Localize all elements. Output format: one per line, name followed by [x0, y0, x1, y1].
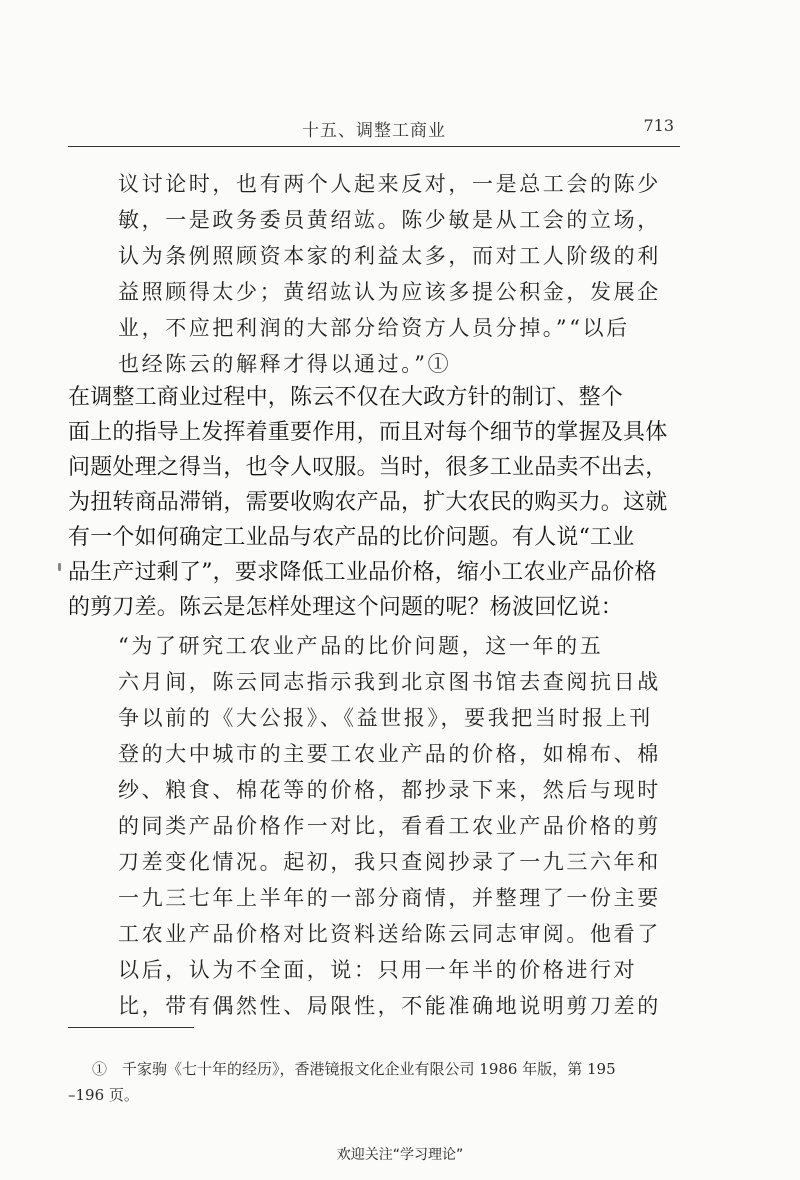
- footnote-line: –196 页。: [68, 1086, 139, 1104]
- text-line: 业，不应把利润的大部分给资方人员分掉。”“以后: [118, 316, 630, 340]
- footnote-line: ① 千家驹《七十年的经历》，香港镜报文化企业有限公司 1986 年版，第 195: [92, 1060, 616, 1078]
- text-line: 纱、粮食、棉花等的价格，都抄录下来，然后与现时: [118, 778, 661, 802]
- text-line: 品生产过剩了”，要求降低工业品价格，缩小工农业产品价格: [68, 560, 657, 585]
- text-line: 比，带有偶然性、局限性，不能准确地说明剪刀差的: [118, 994, 661, 1018]
- page-number: 713: [643, 116, 674, 135]
- text-line: 争以前的《大公报》、《益世报》，要我把当时报上刊: [118, 706, 653, 730]
- text-line: 问题处理之得当，也令人叹服。当时，很多工业品卖不出去，: [68, 455, 668, 480]
- body-paragraph: [68, 380, 688, 625]
- text-line: 为扭转商品滞销，需要收购农产品，扩大农民的购买力。这就: [68, 490, 668, 515]
- text-line: 的同类产品价格作一对比，看看工农业产品价格的剪: [118, 814, 661, 838]
- scan-mark: [58, 563, 61, 571]
- text-line: 登的大中城市的主要工农业产品的价格，如棉布、棉: [118, 742, 661, 766]
- text-line: 刀差变化情况。起初，我只查阅抄录了一九三六年和: [118, 850, 661, 874]
- quoted-passage-2: [118, 628, 678, 1024]
- text-line: 以后，认为不全面，说：只用一年半的价格进行对: [118, 958, 638, 982]
- bottom-caption: 欢迎关注“学习理论”: [336, 1147, 464, 1163]
- text-line: 六月间，陈云同志指示我到北京图书馆去查阅抗日战: [118, 670, 661, 694]
- footnote-divider: [68, 1027, 194, 1028]
- text-line: 在调整工商业过程中，陈云不仅在大政方针的制订、整个: [68, 385, 624, 410]
- text-line: 也经陈云的解释才得以通过。”①: [118, 352, 452, 376]
- text-line: 益照顾得太少；黄绍竑认为应该多提公积金，发展企: [118, 280, 661, 304]
- footnote: [68, 1056, 692, 1108]
- text-line: 认为条例照顾资本家的利益太多，而对工人阶级的利: [118, 244, 661, 268]
- running-header: [68, 112, 680, 147]
- text-line: 工农业产品价格对比资料送给陈云同志审阅。他看了: [118, 922, 661, 946]
- text-line: 的剪刀差。陈云是怎样处理这个问题的呢？杨波回忆说：: [68, 595, 624, 620]
- text-line: 一九三七年上半年的一部分商情，并整理了一份主要: [118, 886, 661, 910]
- text-line: “为了研究工农业产品的比价问题，这一年的五: [118, 634, 604, 658]
- quoted-passage-1: [118, 166, 678, 382]
- text-line: 敏，一是政务委员黄绍竑。陈少敏是从工会的立场，: [118, 208, 661, 232]
- text-line: 议讨论时，也有两个人起来反对，一是总工会的陈少: [118, 172, 661, 196]
- text-line: 面上的指导上发挥着重要作用，而且对每个细节的掌握及具体: [68, 420, 668, 445]
- chapter-title: 十五、调整工商业: [302, 121, 446, 141]
- text-line: 有一个如何确定工业品与农产品的比价问题。有人说“工业: [68, 525, 635, 550]
